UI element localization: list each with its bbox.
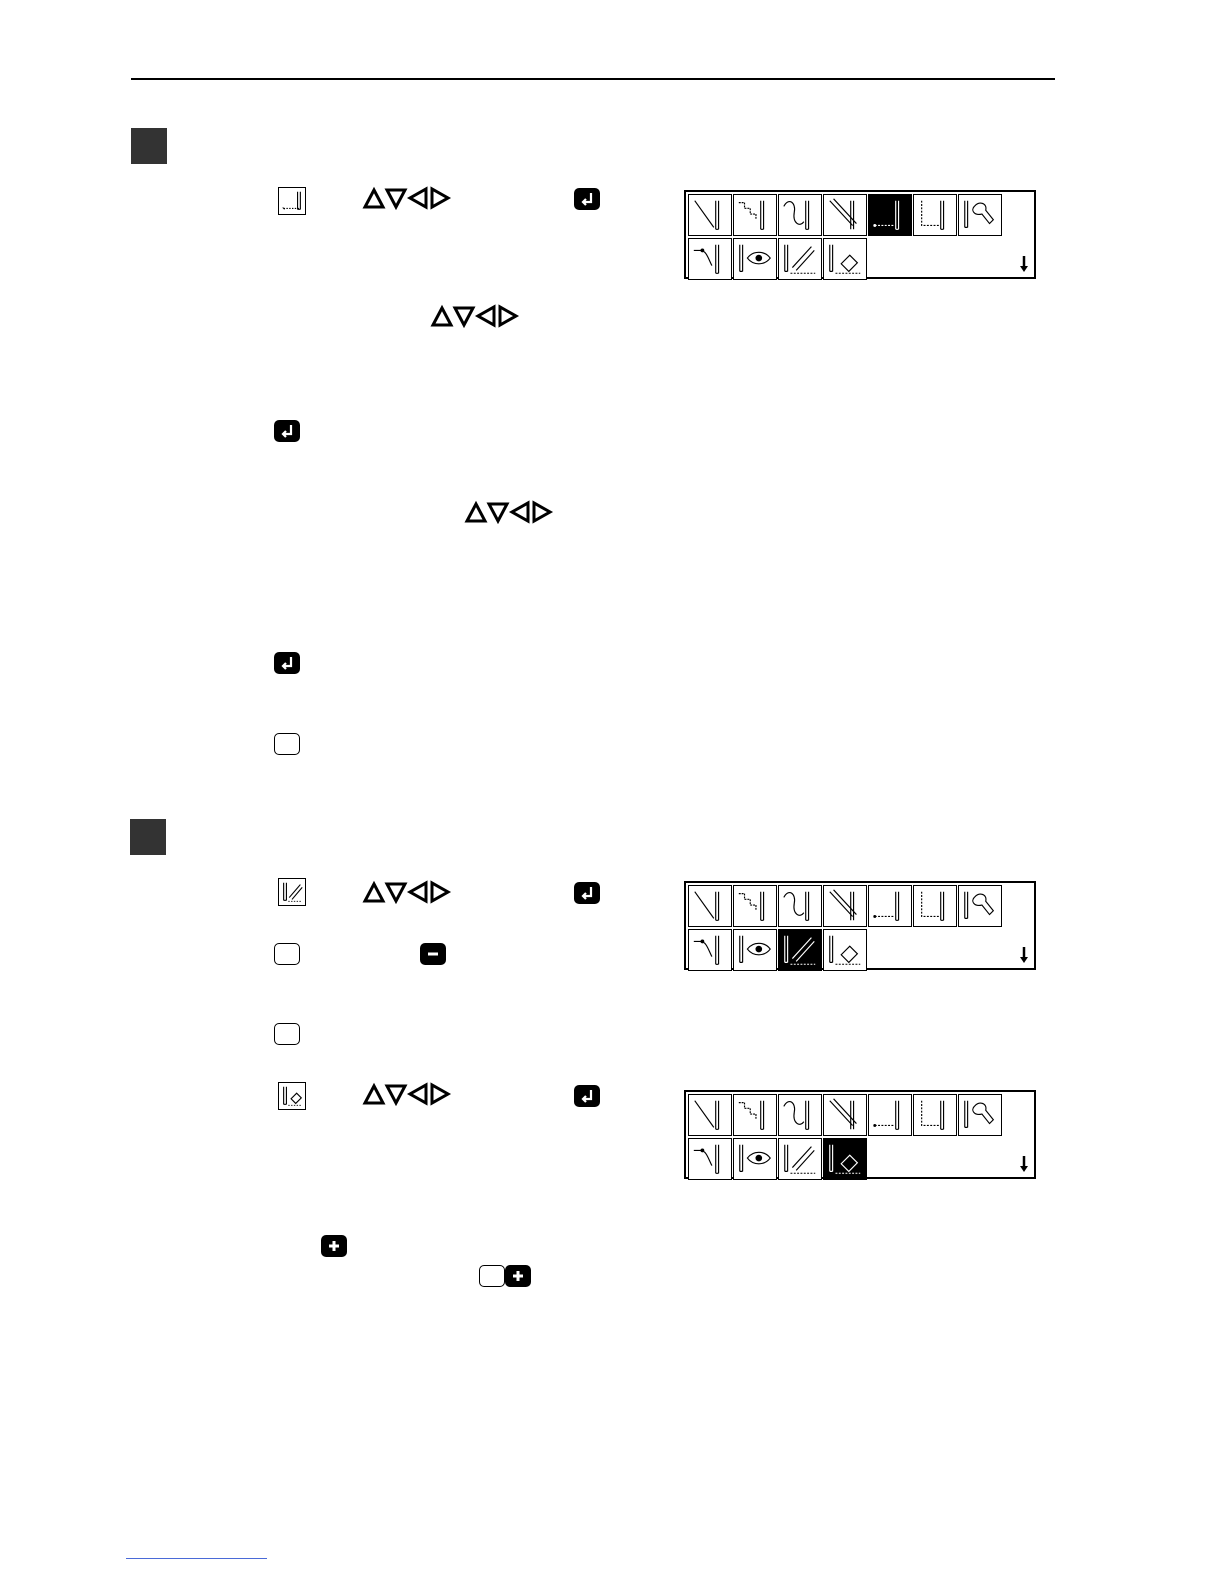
point-curve-icon[interactable] [688, 929, 732, 971]
curve-stitch-icon[interactable] [778, 885, 822, 927]
blank-key-icon[interactable] [274, 1023, 300, 1045]
lcd-panel-1 [684, 190, 1036, 279]
enter-key-icon[interactable] [274, 420, 300, 442]
lcd-panel-3 [684, 1090, 1036, 1179]
corner-feed-icon[interactable] [913, 194, 957, 236]
straight-stitch-icon[interactable] [688, 1094, 732, 1136]
direction-arrows-icon[interactable] [430, 304, 520, 328]
diagonal-stitch-icon[interactable] [823, 1094, 867, 1136]
stitch-modify-icon[interactable] [778, 929, 822, 971]
curve-stitch-icon[interactable] [778, 1094, 822, 1136]
view-eye-icon[interactable] [733, 1138, 777, 1180]
enter-key-icon[interactable] [574, 882, 600, 904]
corner-feed-icon[interactable] [913, 1094, 957, 1136]
stitch-modify-icon[interactable] [778, 238, 822, 280]
header-rule [131, 78, 1055, 80]
lcd-panel-2 [684, 881, 1036, 970]
footer-rule [126, 1558, 267, 1559]
settings-wrench-icon[interactable] [958, 885, 1002, 927]
feed-stitch-icon[interactable] [868, 194, 912, 236]
stitch-modify-icon[interactable] [278, 878, 306, 906]
plus-key-icon[interactable] [505, 1265, 531, 1287]
scroll-down-arrow-icon[interactable] [1018, 255, 1030, 273]
stitch-modify-icon[interactable] [778, 1138, 822, 1180]
enter-key-icon[interactable] [274, 652, 300, 674]
enter-key-icon[interactable] [574, 188, 600, 210]
straight-stitch-icon[interactable] [688, 194, 732, 236]
minus-key-icon[interactable] [420, 943, 446, 965]
blank-key-icon[interactable] [274, 733, 300, 755]
direction-arrows-icon[interactable] [362, 1082, 452, 1106]
enter-key-icon[interactable] [574, 1085, 600, 1107]
feed-stitch-icon[interactable] [278, 187, 306, 215]
straight-stitch-icon[interactable] [688, 885, 732, 927]
view-eye-icon[interactable] [733, 929, 777, 971]
feed-stitch-icon[interactable] [868, 1094, 912, 1136]
corner-feed-icon[interactable] [913, 885, 957, 927]
section-marker [131, 128, 167, 164]
view-eye-icon[interactable] [733, 238, 777, 280]
diagonal-stitch-icon[interactable] [823, 885, 867, 927]
step-stitch-icon[interactable] [733, 1094, 777, 1136]
settings-wrench-icon[interactable] [958, 194, 1002, 236]
step-stitch-icon[interactable] [733, 194, 777, 236]
point-curve-icon[interactable] [688, 1138, 732, 1180]
section-marker [130, 819, 166, 855]
stitch-erase-icon[interactable] [823, 929, 867, 971]
stitch-erase-icon[interactable] [278, 1082, 306, 1110]
stitch-erase-icon[interactable] [823, 1138, 867, 1180]
blank-key-icon[interactable] [274, 943, 300, 965]
step-stitch-icon[interactable] [733, 885, 777, 927]
direction-arrows-icon[interactable] [464, 500, 554, 524]
direction-arrows-icon[interactable] [362, 186, 452, 210]
stitch-erase-icon[interactable] [823, 238, 867, 280]
point-curve-icon[interactable] [688, 238, 732, 280]
scroll-down-arrow-icon[interactable] [1018, 1155, 1030, 1173]
feed-stitch-icon[interactable] [868, 885, 912, 927]
settings-wrench-icon[interactable] [958, 1094, 1002, 1136]
diagonal-stitch-icon[interactable] [823, 194, 867, 236]
direction-arrows-icon[interactable] [362, 880, 452, 904]
curve-stitch-icon[interactable] [778, 194, 822, 236]
blank-key-icon[interactable] [479, 1265, 505, 1287]
scroll-down-arrow-icon[interactable] [1018, 946, 1030, 964]
plus-key-icon[interactable] [321, 1235, 347, 1257]
